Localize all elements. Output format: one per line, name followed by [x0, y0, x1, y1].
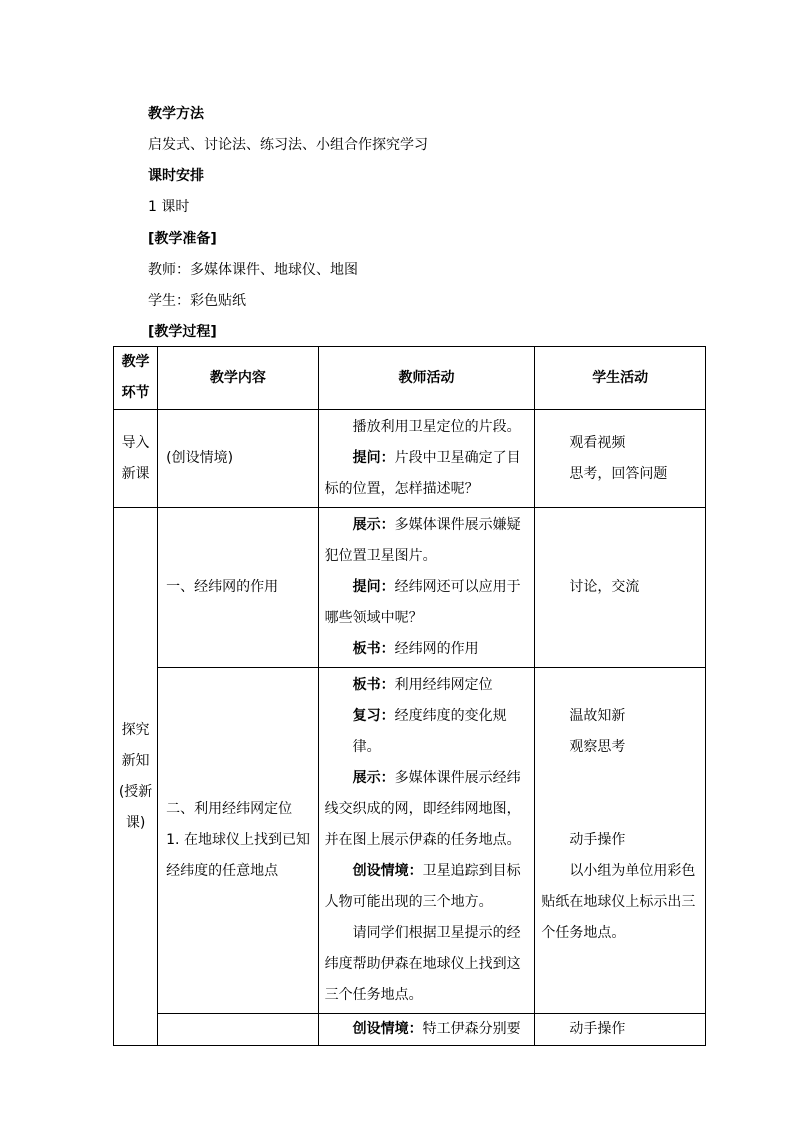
- table-row: [114, 668, 706, 1014]
- stage-intro: 导入新课: [114, 410, 158, 508]
- header-teacher: 教师活动: [318, 347, 535, 410]
- teacher-grid-role: 展示：多媒体课件展示嫌疑 犯位置卫星图片。 提问：经纬网还可以应用于 哪些领域中呢？ 板书：经纬网的作用: [318, 508, 535, 668]
- method-heading: 教学方法: [148, 106, 204, 122]
- header-stage: 教学环节: [114, 347, 158, 410]
- preparation-teacher: 教师：多媒体课件、地球仪、地图: [148, 262, 358, 278]
- preparation-heading: [教学准备]: [148, 231, 217, 247]
- stage-explore: 探究新知(授新课): [114, 508, 158, 1046]
- content-next: [158, 1014, 319, 1046]
- content-intro: (创设情境): [158, 410, 319, 508]
- student-next: 动手操作: [535, 1014, 706, 1046]
- header-student: 学生活动: [535, 347, 706, 410]
- header-content: 教学内容: [158, 347, 319, 410]
- teacher-intro: 播放利用卫星定位的片段。 提问：片段中卫星确定了目 标的位置，怎样描述呢？: [318, 410, 535, 508]
- student-intro: 观看视频 思考，回答问题: [535, 410, 706, 508]
- table-row: [114, 1014, 706, 1046]
- student-grid-role: 讨论，交流: [535, 508, 706, 668]
- content-grid-locate: 二、利用经纬网定位 1. 在地球仪上找到已知经纬度的任意地点: [158, 668, 319, 1014]
- preparation-student: 学生：彩色贴纸: [148, 293, 246, 309]
- student-grid-locate: 温故知新 观察思考 动手操作 以小组为单位用彩色 贴纸在地球仪上标示出三 个任务地点。: [535, 668, 706, 1014]
- table-row: [114, 508, 706, 668]
- schedule-heading: 课时安排: [148, 168, 204, 184]
- lesson-table: [113, 346, 706, 1046]
- teacher-grid-locate: 板书：利用经纬网定位 复习：经度纬度的变化规律。 展示：多媒体课件展示经纬 线交织成的网，即经纬网地图， 并在图上展示伊森的任务地点。 创设情境：卫星追踪到目标 人物可能出现的三个地方。 请同学们根据卫星提示的经 纬度帮助伊森在地球仪上找到这 三个任务地点。: [318, 668, 535, 1014]
- method-text: 启发式、讨论法、练习法、小组合作探究学习: [148, 137, 428, 153]
- teacher-next: 创设情境：特工伊森分别要: [318, 1014, 535, 1046]
- schedule-text: 1 课时: [148, 199, 190, 215]
- process-heading: [教学过程]: [148, 324, 217, 340]
- content-grid-role: 一、经纬网的作用: [158, 508, 319, 668]
- table-header-row: [114, 347, 706, 410]
- table-row: [114, 410, 706, 508]
